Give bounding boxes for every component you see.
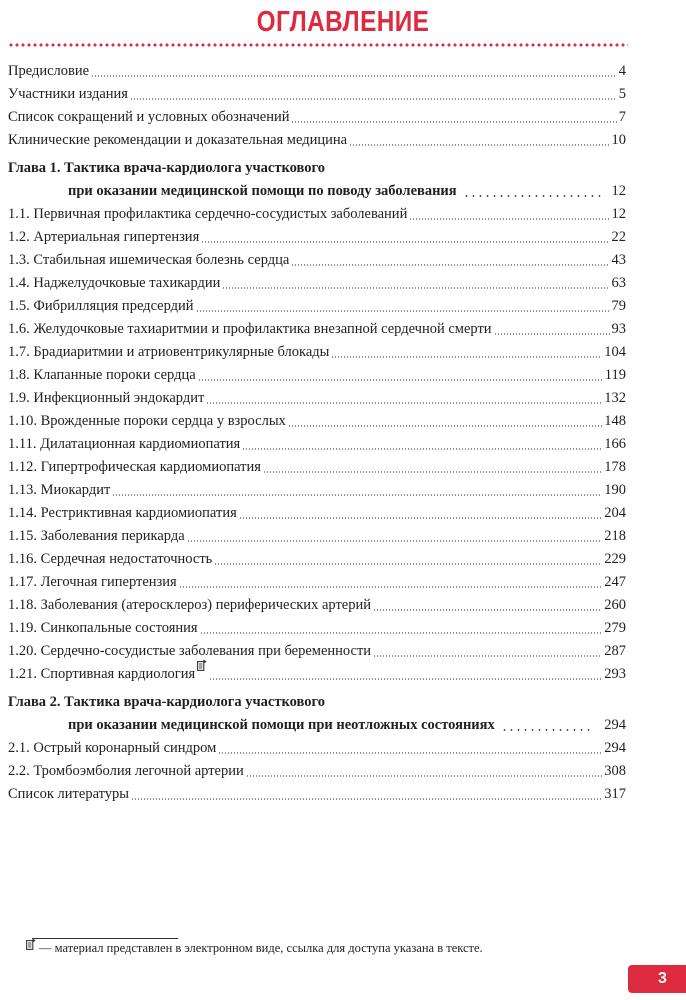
dot-leader	[200, 632, 603, 634]
dot-leader	[131, 798, 602, 800]
toc-entry-page: 279	[604, 620, 626, 636]
toc-entry-page: 4	[618, 63, 626, 79]
toc-entry-label: 1.5. Фибрилляция предсердий	[8, 298, 194, 314]
footnote	[26, 941, 483, 956]
dot-leader	[463, 195, 602, 197]
toc-entry-label: 1.2. Артериальная гипертензия	[8, 229, 200, 245]
toc-section[interactable]	[8, 737, 626, 760]
toc-entry-label: 1.10. Врожденные пороки сердца у взрослых	[8, 413, 286, 429]
dot-leader	[91, 75, 617, 77]
toc-entry-label: 1.13. Миокардит	[8, 482, 111, 498]
dot-leader	[373, 609, 602, 611]
toc-entry-label: 2.2. Тромбоэмболия легочной артерии	[8, 763, 244, 779]
dot-leader	[246, 775, 603, 777]
toc-entry-label: 1.1. Первичная профилактика сердечно-сосудистых заболеваний	[8, 206, 408, 222]
toc-section[interactable]	[8, 203, 626, 226]
footnote-separator	[32, 938, 178, 939]
dot-leader	[288, 425, 602, 427]
toc-entry-page: 247	[604, 574, 626, 590]
dot-leader	[179, 586, 603, 588]
toc-entry-page: 308	[604, 763, 626, 779]
dot-leader	[187, 540, 603, 542]
chapter-page: 294	[604, 717, 626, 733]
toc-section[interactable]	[8, 456, 626, 479]
dot-leader	[349, 144, 609, 146]
toc-chapter-2[interactable]	[8, 691, 626, 737]
page-number-tab	[628, 965, 686, 993]
toc-entry-page: 260	[604, 597, 626, 613]
electronic-material-icon	[197, 659, 207, 671]
toc-entry-page: 166	[604, 436, 626, 452]
chapter-2-sections	[8, 737, 626, 783]
toc-section[interactable]	[8, 760, 626, 783]
dot-leader	[198, 379, 603, 381]
toc-entry-page: 12	[611, 206, 626, 222]
toc-entry-page: 218	[604, 528, 626, 544]
toc-section[interactable]	[8, 226, 626, 249]
toc-section[interactable]	[8, 479, 626, 502]
electronic-material-icon	[26, 938, 36, 950]
dot-leader	[214, 563, 602, 565]
toc-entry-page: 22	[611, 229, 626, 245]
toc-entry-label: 1.6. Желудочковые тахиаритмии и профилактика внезапной сердечной смерти	[8, 321, 492, 337]
toc-entry-page: 229	[604, 551, 626, 567]
toc-entry-page: 132	[604, 390, 626, 406]
toc-entry-label: 1.14. Рестриктивная кардиомиопатия	[8, 505, 237, 521]
toc-entry-page: 178	[604, 459, 626, 475]
page-number: 3	[658, 970, 667, 987]
toc-entry-label: 1.21. Спортивная кардиология	[8, 666, 196, 682]
toc-entry-page: 43	[611, 252, 626, 268]
toc-section[interactable]	[8, 663, 626, 686]
toc-entry-page: 10	[611, 132, 626, 148]
footnote-text: — материал представлен в электронном виде, ссылка для доступа указана в тексте.	[39, 941, 483, 955]
toc-section[interactable]	[8, 410, 626, 433]
dot-leader	[291, 121, 616, 123]
toc-entry-label: 1.19. Синкопальные состояния	[8, 620, 198, 636]
toc-entry-page: 293	[604, 666, 626, 682]
dot-leader	[373, 655, 602, 657]
toc-section[interactable]	[8, 341, 626, 364]
toc-section[interactable]	[8, 571, 626, 594]
toc-entry-page: 93	[611, 321, 626, 337]
dot-leader	[494, 333, 610, 335]
toc-entry-label: 1.7. Брадиаритмии и атриовентрикулярные блокады	[8, 344, 330, 360]
dot-leader	[196, 310, 610, 312]
toc-section[interactable]	[8, 318, 626, 341]
toc-entry-label: 1.11. Дилатационная кардиомиопатия	[8, 436, 241, 452]
toc-entry-label: 1.8. Клапанные пороки сердца	[8, 367, 196, 383]
toc-section[interactable]	[8, 387, 626, 410]
toc-section[interactable]	[8, 502, 626, 525]
chapter-title-line1: Глава 2. Тактика врача-кардиолога участкового	[8, 694, 325, 710]
dot-leader	[209, 678, 602, 680]
toc-entry-label: Клинические рекомендации и доказательная медицина	[8, 132, 348, 148]
toc-entry-label: 1.16. Сердечная недостаточность	[8, 551, 213, 567]
dot-leader	[331, 356, 602, 358]
toc-section[interactable]	[8, 594, 626, 617]
toc-entry-page: 204	[604, 505, 626, 521]
toc-entry-label: 1.9. Инфекционный эндокардит	[8, 390, 205, 406]
dot-leader	[239, 517, 603, 519]
chapter-title-line1: Глава 1. Тактика врача-кардиолога участкового	[8, 160, 325, 176]
toc-entry-page: 104	[604, 344, 626, 360]
toc-entry-page: 7	[618, 109, 626, 125]
toc-section[interactable]	[8, 617, 626, 640]
toc-entry-label: 1.20. Сердечно-сосудистые заболевания при беременности	[8, 643, 372, 659]
chapter-title-line2: при оказании медицинской помощи при неотложных состояниях	[68, 717, 495, 733]
toc-section[interactable]	[8, 525, 626, 548]
table-of-contents	[8, 60, 626, 806]
chapter-1-sections	[8, 203, 626, 686]
toc-entry-page: 119	[604, 367, 626, 383]
toc-entry-abbreviations[interactable]	[8, 106, 626, 129]
toc-entry-page: 317	[604, 786, 626, 802]
dot-leader	[242, 448, 602, 450]
toc-entry-label: Список сокращений и условных обозначений	[8, 109, 290, 125]
dot-leader	[201, 241, 609, 243]
toc-entry-label: 1.4. Наджелудочковые тахикардии	[8, 275, 221, 291]
dot-leader	[409, 218, 609, 220]
toc-entry-label: 2.1. Острый коронарный синдром	[8, 740, 217, 756]
chapter-page: 12	[611, 183, 626, 199]
toc-entry-contributors[interactable]	[8, 83, 626, 106]
toc-entry-references[interactable]	[8, 783, 626, 806]
toc-entry-page: 63	[611, 275, 626, 291]
toc-entry-label: 1.3. Стабильная ишемическая болезнь сердца	[8, 252, 290, 268]
toc-entry-page: 190	[604, 482, 626, 498]
dot-leader	[112, 494, 602, 496]
dot-leader	[291, 264, 609, 266]
toc-entry-label: 1.12. Гипертрофическая кардиомиопатия	[8, 459, 261, 475]
title-dotted-rule	[8, 43, 628, 47]
toc-entry-guidelines[interactable]	[8, 129, 626, 152]
toc-entry-label: Список литературы	[8, 786, 130, 802]
toc-entry-page: 287	[604, 643, 626, 659]
page-title: ОГЛАВЛЕНИЕ	[256, 6, 430, 38]
toc-section[interactable]	[8, 640, 626, 663]
toc-entry-label: 1.15. Заболевания перикарда	[8, 528, 185, 544]
toc-entry-page: 5	[618, 86, 626, 102]
toc-entry-label: Участники издания	[8, 86, 128, 102]
dot-leader	[218, 752, 602, 754]
toc-section[interactable]	[8, 272, 626, 295]
toc-entry-label: Предисловие	[8, 63, 90, 79]
toc-entry-page: 294	[604, 740, 626, 756]
toc-entry-label: 1.18. Заболевания (атеросклероз) периферических артерий	[8, 597, 371, 613]
toc-entry-label: 1.17. Легочная гипертензия	[8, 574, 177, 590]
chapter-title-line2: при оказании медицинской помощи по поводу заболевания	[68, 183, 457, 199]
dot-leader	[222, 287, 609, 289]
toc-entry-page: 79	[611, 298, 626, 314]
toc-section[interactable]	[8, 364, 626, 387]
dot-leader	[263, 471, 602, 473]
toc-chapter-1[interactable]	[8, 157, 626, 203]
toc-section[interactable]	[8, 249, 626, 272]
dot-leader	[206, 402, 602, 404]
toc-section[interactable]	[8, 548, 626, 571]
toc-entry-page: 148	[604, 413, 626, 429]
dot-leader	[130, 98, 617, 100]
toc-section[interactable]	[8, 433, 626, 456]
toc-entry-preface[interactable]	[8, 60, 626, 83]
toc-section[interactable]	[8, 295, 626, 318]
dot-leader	[501, 729, 594, 731]
